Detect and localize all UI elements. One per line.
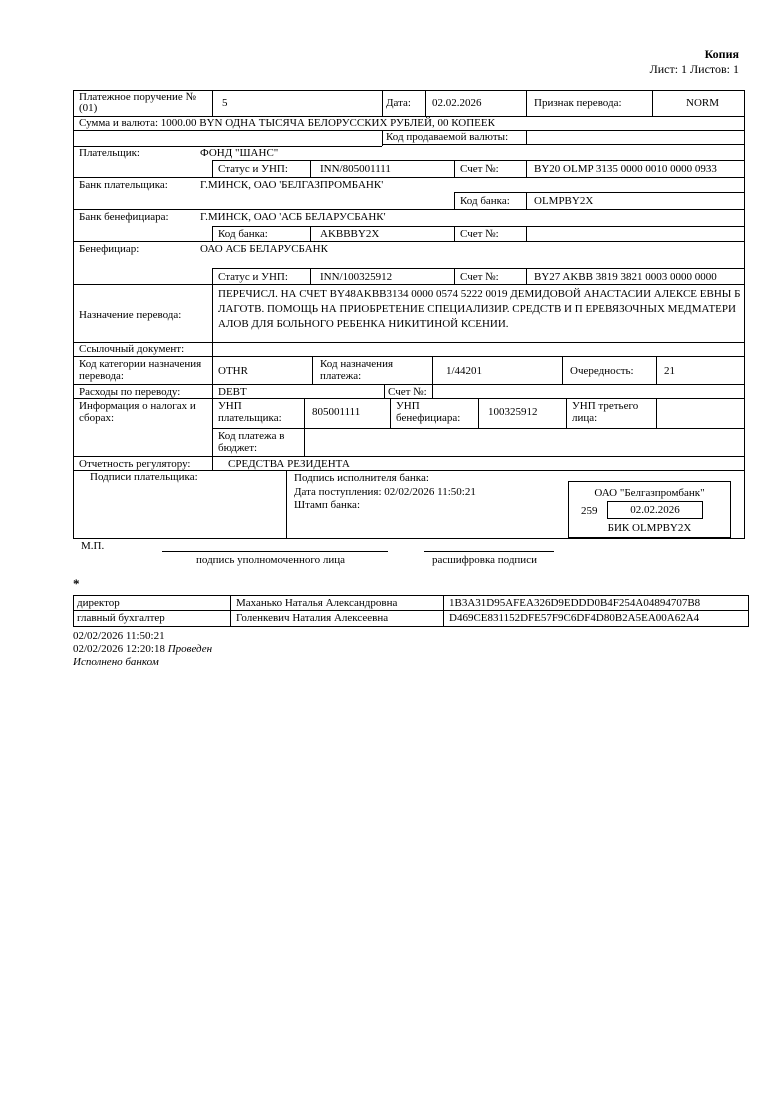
- ref-doc-label: Ссылочный документ:: [79, 343, 185, 355]
- benef-account: BY27 AKBB 3819 3821 0003 0000 0000: [534, 271, 717, 283]
- asterisk-mark: *: [73, 576, 80, 591]
- mp-label: М.П.: [81, 540, 105, 552]
- benef-bank-label: Банк бенефициара:: [79, 211, 169, 223]
- payer-unp-label: УНП плательщика:: [218, 400, 282, 424]
- payer-bank-code: OLMPBY2X: [534, 195, 594, 207]
- benef-label: Бенефициар:: [79, 243, 140, 255]
- charges-value: DEBT: [218, 386, 247, 398]
- signer-role: главный бухгалтер: [77, 612, 165, 624]
- payer-name: ФОНД "ШАНС": [200, 147, 279, 159]
- purpose-text: ПЕРЕЧИСЛ. НА СЧЕТ BY48AKBB3134 0000 0574 5222 0019 ДЕМИДОВОЙ АНАСТАСИИ АЛЕКСЕ ЕВНЫ БЛАГОТВ. ПОМОЩЬ НА ПРИОБРЕТЕНИЕ СПЕЦИАЛИЗИР. СРЕДСТВ И П ЕРЕВЯЗОЧНЫХ МЕДМАТЕРИАЛОВ ДЛЯ БОЛЬНОГО РЕБЕНКА НИКИТИНОЙ КСЕНИИ.: [218, 288, 741, 330]
- charges-account-label: Счет №:: [388, 386, 427, 398]
- log-line-2: [73, 643, 212, 655]
- date-label: Дата:: [386, 97, 411, 109]
- regulator-label: Отчетность регулятору:: [79, 458, 191, 470]
- budget-code-label: Код платежа в бюджет:: [218, 430, 285, 454]
- benef-bank-account-label: Счет №:: [460, 228, 499, 240]
- decoding-caption: расшифровка подписи: [432, 554, 537, 566]
- priority-label: Очередность:: [570, 365, 634, 377]
- signer-name: Голенкевич Наталия Алексеевна: [236, 612, 389, 624]
- order-date: 02.02.2026: [432, 97, 482, 109]
- payment-purpose-code: 1/44201: [446, 365, 483, 377]
- priority-value: 21: [664, 365, 675, 377]
- payer-status-label: Статус и УНП:: [218, 163, 288, 175]
- order-number: 5: [222, 97, 228, 109]
- payer-bank: Г.МИНСК, ОАО 'БЕЛГАЗПРОМБАНК': [200, 179, 384, 191]
- payer-signatures-label: Подписи плательщика:: [90, 471, 198, 483]
- signer-name: Маханько Наталья Александровна: [236, 597, 398, 609]
- benef-account-label: Счет №:: [460, 271, 499, 283]
- benef-unp-value: 100325912: [488, 406, 538, 418]
- stamp-date-box: [607, 501, 703, 519]
- benef-status-label: Статус и УНП:: [218, 271, 288, 283]
- signer-hash: D469CE831152DFE57F9C6DF4D80B2A5EA00A62A4: [449, 612, 700, 624]
- stamp-date: 02.02.2026: [630, 504, 680, 516]
- payer-label: Плательщик:: [79, 147, 140, 159]
- tax-info-label: Информация о налогах и сборах:: [79, 400, 196, 424]
- bank-sign-label: Подпись исполнителя банка:: [294, 472, 429, 484]
- payer-bank-label: Банк плательщика:: [79, 179, 168, 191]
- stamp-bank-name: ОАО "Белгазпромбанк": [594, 487, 705, 499]
- benef-name: ОАО АСБ БЕЛАРУСБАНК: [200, 243, 328, 255]
- charges-label: Расходы по переводу:: [79, 386, 181, 398]
- log-line-1: 02/02/2026 11:50:21: [73, 630, 165, 642]
- category-value: OTHR: [218, 365, 248, 377]
- regulator-value: СРЕДСТВА РЕЗИДЕНТА: [228, 458, 350, 470]
- stamp-code: 259: [581, 505, 598, 517]
- payment-purpose-code-label: Код назначения платежа:: [320, 358, 394, 382]
- sheets-label: Лист: 1 Листов: 1: [649, 62, 739, 76]
- payer-unp-value: 805001111: [312, 406, 361, 418]
- payer-account: BY20 OLMP 3135 0000 0010 0000 0933: [534, 163, 717, 175]
- copy-label: Копия: [704, 47, 739, 61]
- log-line-3: Исполнено банком: [73, 656, 159, 668]
- sold-currency-label: Код продаваемой валюты:: [386, 131, 509, 143]
- third-unp-label: УНП третьего лица:: [572, 400, 639, 424]
- signer-hash: 1B3A31D95AFEA326D9EDDD0B4F254A04894707B8: [449, 597, 701, 609]
- stamp-bik: БИК OLMPBY2X: [607, 522, 692, 534]
- benef-bank-code: AKBBBY2X: [320, 228, 380, 240]
- bank-stamp: [568, 481, 731, 538]
- benef-bank-code-label: Код банка:: [218, 228, 268, 240]
- payer-bank-code-label: Код банка:: [460, 195, 510, 207]
- log-line-2-status: Проведен: [167, 643, 213, 655]
- order-title: Платежное поручение № (01): [79, 91, 197, 114]
- signer-role: директор: [77, 597, 120, 609]
- payer-account-label: Счет №:: [460, 163, 499, 175]
- bank-stamp-label: Штамп банка:: [294, 499, 360, 511]
- benef-bank: Г.МИНСК, ОАО 'АСБ БЕЛАРУСБАНК': [200, 211, 386, 223]
- authorized-signature-caption: подпись уполномоченного лица: [196, 554, 345, 566]
- benef-inn: INN/100325912: [320, 271, 393, 283]
- receipt-date: Дата поступления: 02/02/2026 11:50:21: [294, 486, 476, 498]
- benef-unp-label: УНП бенефициара:: [396, 400, 461, 424]
- transfer-sign: NORM: [686, 97, 720, 109]
- log-line-2-date: 02/02/2026 12:20:18: [73, 643, 165, 655]
- payer-inn: INN/805001111: [320, 163, 391, 175]
- transfer-sign-label: Признак перевода:: [534, 97, 622, 109]
- purpose-label: Назначение перевода:: [79, 309, 182, 321]
- amount-line: Сумма и валюта: 1000.00 BYN ОДНА ТЫСЯЧА БЕЛОРУССКИХ РУБЛЕЙ, 00 КОПЕЕК: [79, 117, 495, 129]
- category-label: Код категории назначения перевода:: [79, 358, 202, 382]
